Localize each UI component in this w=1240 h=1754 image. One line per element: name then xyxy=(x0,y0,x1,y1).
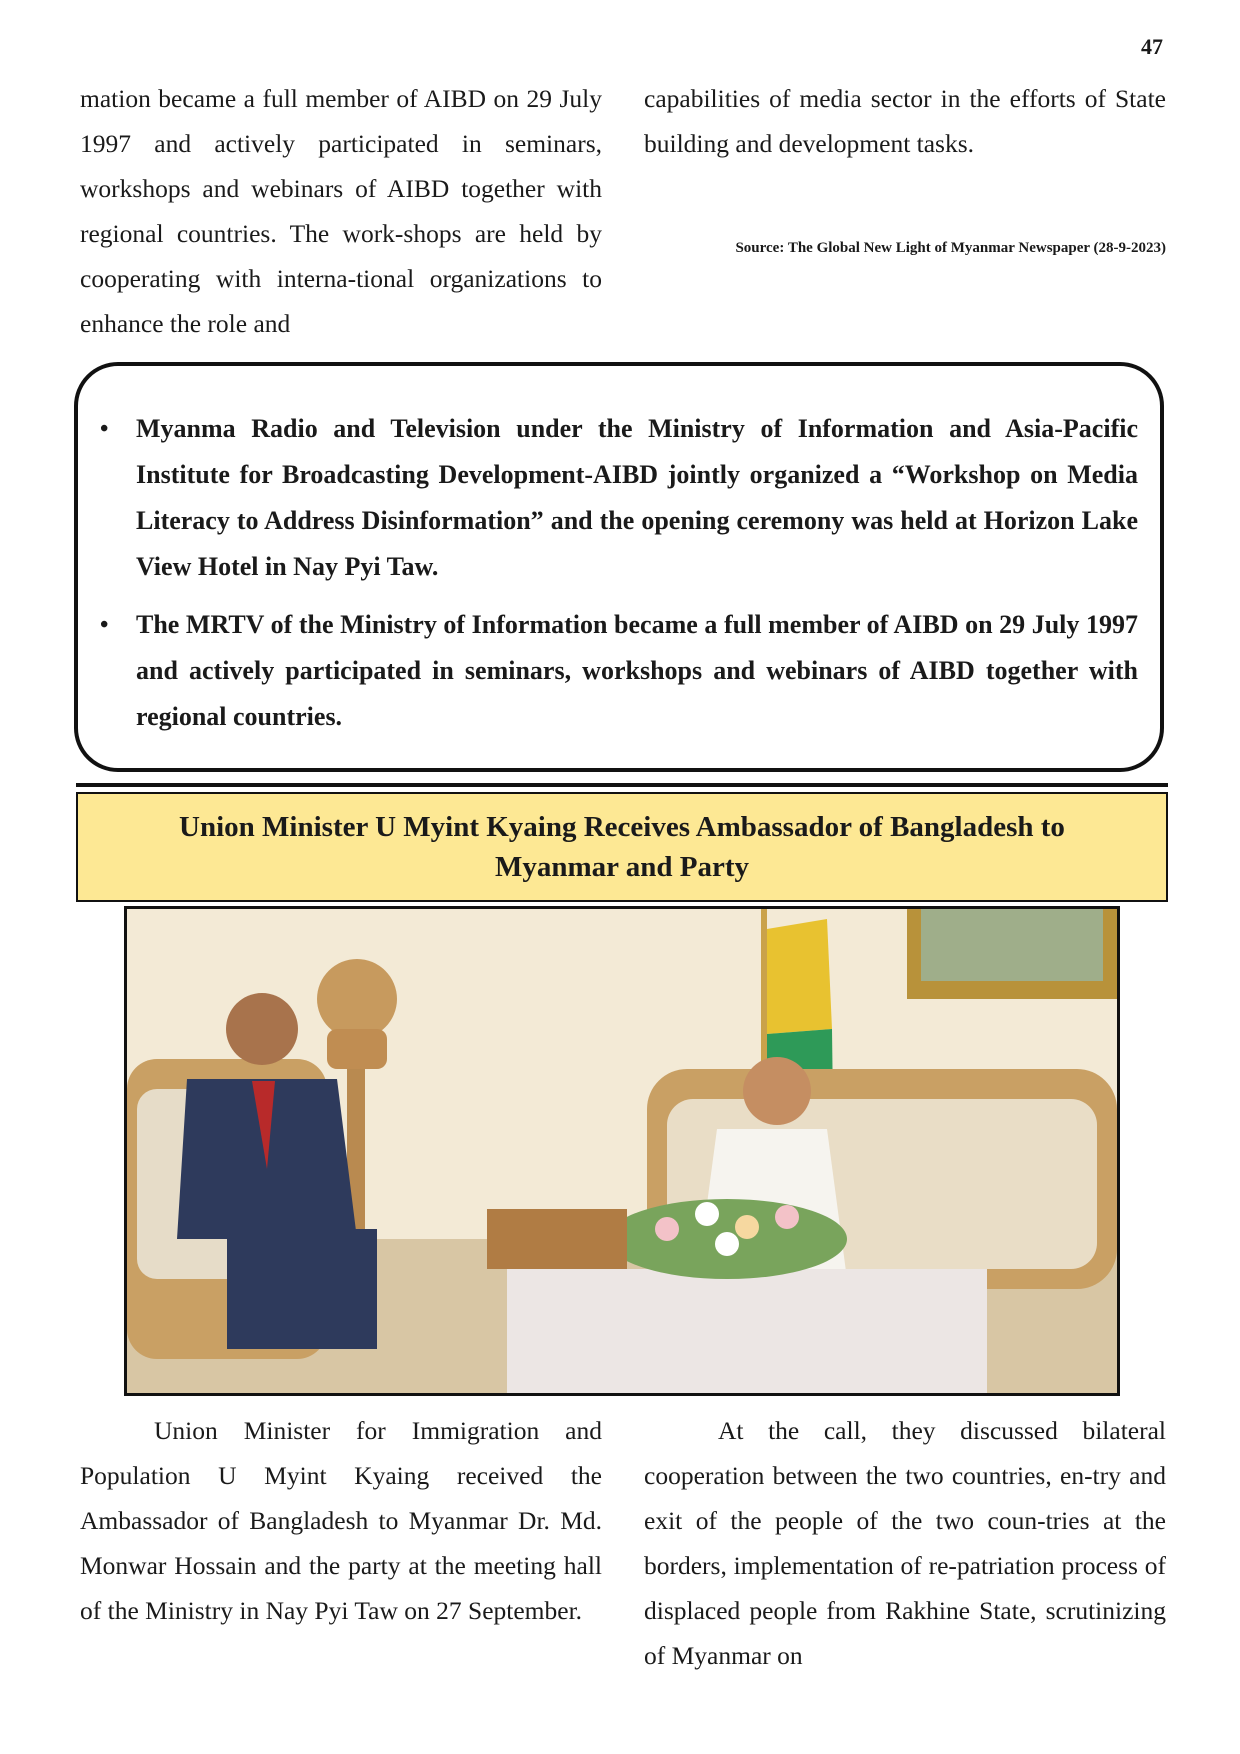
highlight-bullet-list xyxy=(78,406,1160,752)
article-left-text: Union Minister for Immigration and Population U Myint Kyaing received the Ambassador of Bangladesh to Myanmar Dr. Md. Monwar Hossain and the party at the meeting hall of the Ministry in Nay Pyi Taw on 27 September. xyxy=(80,1416,602,1625)
article-right-text: At the call, they discussed bilateral cooperation between the two countries, en-try and exit of the people of the two coun-tries at the borders, implementation of re-patriation process of displaced people from Rakhine State, scrutinizing of Myanmar on xyxy=(644,1416,1166,1670)
source-citation: Source: The Global New Light of Myanmar Newspaper (28-9-2023) xyxy=(735,240,1166,256)
top-left-column-text: mation became a full member of AIBD on 29 July 1997 and actively participated in seminars, workshops and webinars of AIBD together with regional countries. The work-shops are held by cooperating with interna-tional organizations to enhance the role and xyxy=(80,84,602,338)
highlight-bullet-item xyxy=(78,406,1160,590)
page-number: 47 xyxy=(1141,34,1163,59)
article-title-banner xyxy=(76,792,1168,902)
section-divider xyxy=(76,783,1168,787)
article-right-column xyxy=(644,1408,1166,1678)
bullet-icon: • xyxy=(100,612,109,638)
article-title: Union Minister U Myint Kyaing Receives Ambassador of Bangladesh to Myanmar and Party xyxy=(179,811,1065,883)
bullet-icon: • xyxy=(100,416,109,442)
top-right-column-text: capabilities of media sector in the efforts of State building and development tasks. xyxy=(644,84,1166,158)
highlight-bullet-item xyxy=(78,602,1160,740)
article-left-column xyxy=(80,1408,602,1633)
highlight-box xyxy=(74,362,1164,772)
highlight-bullet-text: The MRTV of the Ministry of Information became a full member of AIBD on 29 July 1997 and actively participated in seminars, workshops and webinars of AIBD together with regional countries. xyxy=(136,610,1138,731)
highlight-bullet-text: Myanma Radio and Television under the Ministry of Information and Asia-Pacific Institute for Broadcasting Development-AIBD jointly organized a “Workshop on Media Literacy to Address Disinformation” and the opening ceremony was held at Horizon Lake View Hotel in Nay Pyi Taw. xyxy=(136,414,1138,581)
article-photo xyxy=(124,906,1120,1396)
